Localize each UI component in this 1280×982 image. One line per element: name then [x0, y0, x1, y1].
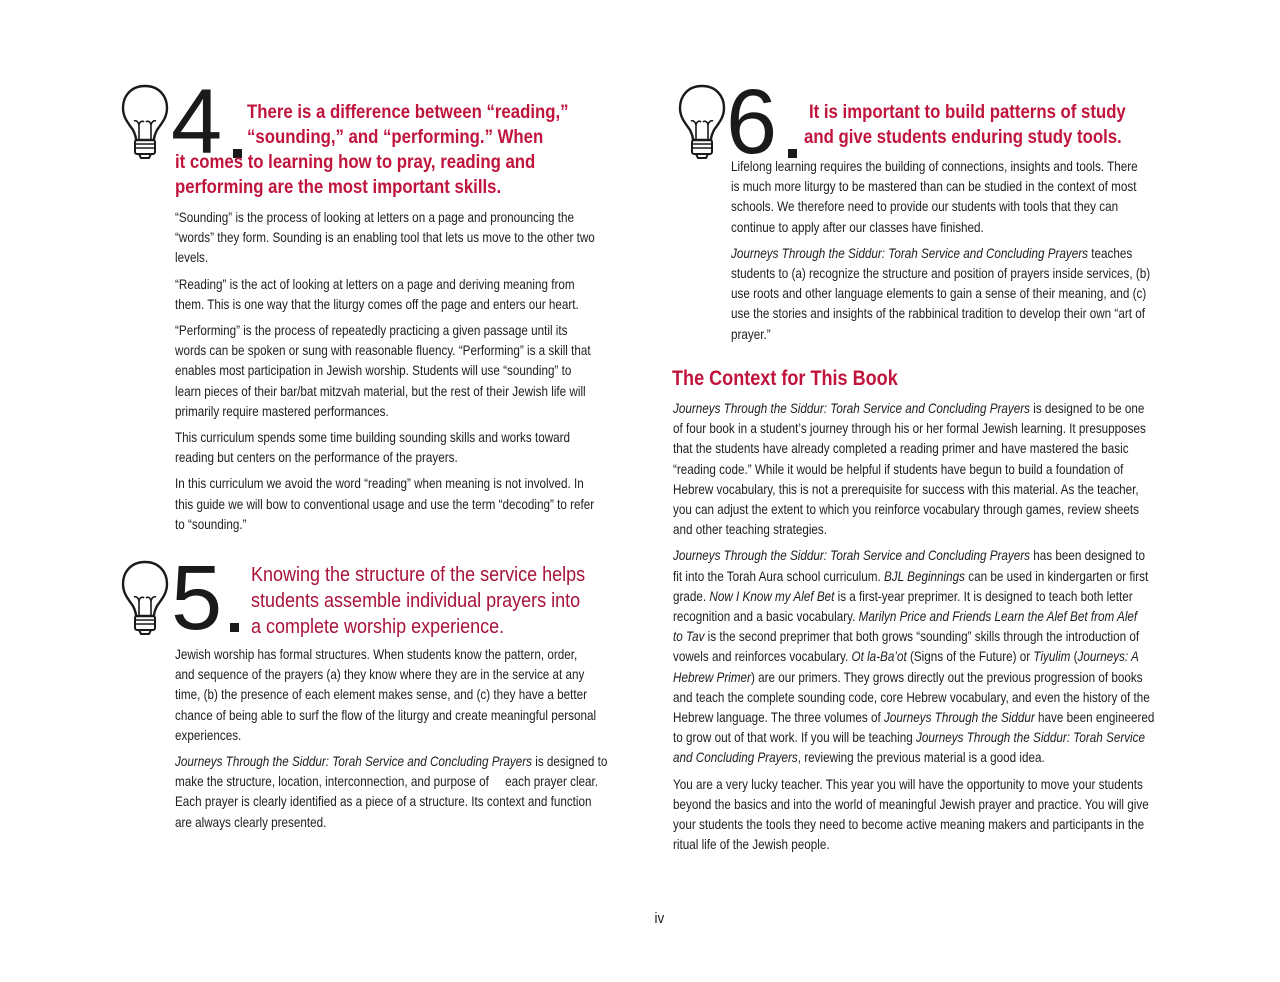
text-line: Jewish worship has formal structures. When students know the pattern, order,	[175, 647, 578, 662]
section-body	[731, 157, 1150, 351]
text-span: is the second preprimer that both grows “sounding” skills through the introduction of	[704, 629, 1140, 645]
text-line: You are a very lucky teacher. This year you will have the opportunity to move your students	[673, 776, 1143, 792]
section-number: 5	[171, 547, 219, 649]
text-span: can be used in kindergarten or first	[965, 568, 1149, 584]
text-line: use roots and other language elements to gain a sense of their meaning, and (c)	[731, 286, 1147, 302]
text-line: your students the tools they need to become active meaning makers and participants in the	[673, 817, 1145, 833]
text-line: them. This is one way that the liturgy comes off the page and enters our heart.	[175, 296, 579, 312]
text-line: to “sounding.”	[175, 516, 247, 532]
context-heading: The Context for This Book	[672, 367, 898, 390]
section-heading-line: Knowing the structure of the service helps	[251, 564, 586, 586]
book-title: Journeys Through the Siddur: Torah Service	[916, 730, 1146, 746]
text-line	[673, 728, 1154, 748]
text-line: “Reading” is the act of looking at letters on a page and deriving meaning from	[175, 276, 575, 292]
text-line: and other teaching strategies.	[673, 522, 828, 538]
paragraph	[175, 208, 595, 269]
text-line	[175, 752, 607, 772]
book-title: Journeys Through the Siddur: Torah Service and Concluding Prayers	[731, 245, 1088, 261]
text-span: Hebrew language. The three volumes of	[673, 710, 884, 726]
text-span: vowels and reinforces vocabulary.	[673, 649, 852, 665]
text-line: make the structure, location, interconnection, and purpose of each prayer clear.	[175, 774, 599, 790]
text-span: ) are our primers. They grows directly out the previous progression of books	[750, 669, 1143, 685]
section-heading-line: a complete worship experience.	[251, 616, 505, 638]
text-span: have been engineered	[1034, 710, 1155, 726]
text-line: this guide we will bow to conventional usage and use the term “decoding” to refer	[175, 496, 595, 512]
text-line: reading but centers on the performance of the prayers.	[175, 450, 458, 466]
text-line: “Performing” is the process of repeatedly practicing a given passage until its	[175, 323, 568, 339]
text-line: Hebrew vocabulary, this is not a prerequisite for success with this material. As the teacher,	[673, 481, 1139, 497]
book-title: Tiyulim	[1033, 649, 1071, 665]
paragraph	[731, 157, 1150, 238]
text-span: is designed to be one	[1029, 401, 1145, 416]
text-line: ritual life of the Jewish people.	[673, 837, 830, 853]
text-line	[673, 748, 1154, 768]
text-span: is a first-year preprimer. It is designed to teach both letter	[834, 588, 1133, 604]
paragraph	[175, 752, 607, 833]
book-title: Hebrew Primer	[673, 669, 751, 685]
text-span: grade.	[673, 588, 710, 604]
paragraph	[175, 474, 595, 535]
paragraph	[673, 546, 1154, 768]
book-title: BJL Beginnings	[883, 568, 966, 584]
lightbulb-icon	[119, 82, 171, 162]
page-number: iv	[654, 910, 665, 927]
text-line	[673, 567, 1154, 587]
text-line: time, (b) the presence of each element makes sense, and (c) they have a better	[175, 687, 587, 703]
text-line: that the students have already completed a reading primer and have mastered the basic	[673, 441, 1129, 457]
text-line: primarily require mastered performances.	[175, 403, 389, 419]
context-body	[673, 399, 1154, 861]
text-line: and teach the complete sounding code, core Hebrew vocabulary, and even the history of the	[673, 689, 1150, 705]
section-number: 6	[726, 71, 774, 173]
text-line: words can be spoken or sung with reasonable fluency. “Performing” is a skill that	[175, 343, 591, 359]
section-heading-line: There is a difference between “reading,”	[247, 101, 569, 123]
text-line	[673, 546, 1154, 566]
text-line: use the stories and insights of the rabbinical tradition to develop their own “art of	[731, 306, 1145, 322]
book-title: Journeys Through the Siddur: Torah Service and Concluding Prayers	[175, 754, 532, 770]
text-span: recognition and a basic vocabulary.	[673, 609, 859, 625]
text-line: of four book in a student’s journey through his or her formal Jewish learning. It presupposes	[673, 421, 1146, 437]
text-span: fit into the Torah Aura school curriculum.	[673, 568, 884, 584]
paragraph	[175, 645, 607, 746]
book-title: to Tav	[673, 629, 705, 645]
text-line: is much more liturgy to be mastered than can be studied in the context of most	[731, 179, 1137, 195]
lightbulb-icon	[119, 558, 171, 638]
paragraph	[175, 321, 595, 422]
text-line	[673, 587, 1154, 607]
book-title: Marilyn Price and Friends Learn the Alef Bet from Alef	[858, 609, 1138, 625]
text-line: learn pieces of their bar/bat mitzvah material, but the rest of their Jewish life will	[175, 383, 586, 399]
section-heading-line: students assemble individual prayers into	[251, 590, 581, 612]
text-span: to grow out of that work. If you will be teaching	[673, 730, 917, 746]
text-line: and sequence of the prayers (a) they know where they are in the service at any	[175, 667, 585, 683]
book-title: and Concluding Prayers	[673, 750, 798, 766]
section-heading-line: “sounding,” and “performing.” When	[247, 126, 544, 148]
book-title: Journeys Through the Siddur	[883, 710, 1035, 726]
text-line: continue to apply after our classes have finished.	[731, 219, 984, 235]
text-span: teaches	[1087, 245, 1133, 261]
book-title: Now I Know my Alef Bet	[709, 588, 835, 604]
text-line: experiences.	[175, 727, 242, 743]
text-line: “reading code.” While it would be helpful if students have begun to build a foundation of	[673, 461, 1124, 477]
text-line: you can adjust the extent to which you reinforce vocabulary through games, review sheets	[673, 502, 1139, 518]
text-line: schools. We therefore need to provide our students with tools that they can	[731, 199, 1119, 215]
paragraph	[673, 775, 1154, 856]
section-heading-line: performing are the most important skills.	[175, 176, 502, 198]
paragraph	[175, 275, 595, 315]
text-line	[673, 647, 1154, 667]
text-line: enables most participation in Jewish worship. Students will use “sounding” to	[175, 363, 572, 379]
text-line	[731, 244, 1150, 264]
text-line	[673, 627, 1154, 647]
section-number: 4	[171, 71, 219, 173]
section-body	[175, 645, 607, 839]
text-line	[673, 668, 1154, 688]
text-span: , reviewing the previous material is a good idea.	[797, 750, 1045, 766]
text-line: levels.	[175, 250, 209, 266]
section-heading-line: it comes to learning how to pray, reading and	[175, 151, 536, 173]
text-line	[673, 708, 1154, 728]
text-line: This curriculum spends some time building sounding skills and works toward	[175, 430, 571, 446]
text-line: beyond the basics and into the world of meaningful Jewish prayer and practice. You will give	[673, 796, 1149, 812]
text-line: In this curriculum we avoid the word “reading” when meaning is not involved. In	[175, 476, 584, 492]
text-line: Lifelong learning requires the building of connections, insights and tools. There	[731, 159, 1138, 174]
book-title: Ot la-Ba’ot	[851, 649, 907, 665]
section-heading-line: It is important to build patterns of study	[809, 101, 1126, 123]
section-body	[175, 208, 595, 541]
text-line: are always clearly presented.	[175, 814, 327, 830]
paragraph	[673, 399, 1154, 540]
text-span: is designed to	[531, 754, 608, 770]
text-line: chance of being able to surf the flow of the liturgy and create meaningful personal	[175, 707, 597, 723]
text-line: “Sounding” is the process of looking at letters on a page and pronouncing the	[175, 210, 575, 225]
text-line: Each prayer is clearly identified as a piece of a structure. Its context and function	[175, 794, 592, 810]
paragraph	[731, 244, 1150, 345]
book-title: Journeys: A	[1077, 649, 1139, 665]
text-line: students to (a) recognize the structure and position of prayers inside services, (b)	[731, 266, 1151, 282]
number-dot	[230, 623, 239, 632]
paragraph	[175, 428, 595, 468]
text-span: (	[1070, 649, 1078, 665]
book-title: Journeys Through the Siddur: Torah Service and Concluding Prayers	[673, 401, 1030, 416]
text-line	[673, 607, 1154, 627]
text-span: (Signs of the Future) or	[906, 649, 1034, 665]
section-heading-line: and give students enduring study tools.	[804, 126, 1122, 148]
text-span: has been designed to	[1029, 548, 1146, 564]
lightbulb-icon	[676, 82, 728, 162]
text-line: prayer.”	[731, 326, 771, 342]
text-line: “words” they form. Sounding is an enabling tool that lets us move to the other two	[175, 230, 595, 246]
text-line	[673, 399, 1154, 419]
book-title: Journeys Through the Siddur: Torah Service and Concluding Prayers	[673, 548, 1030, 564]
